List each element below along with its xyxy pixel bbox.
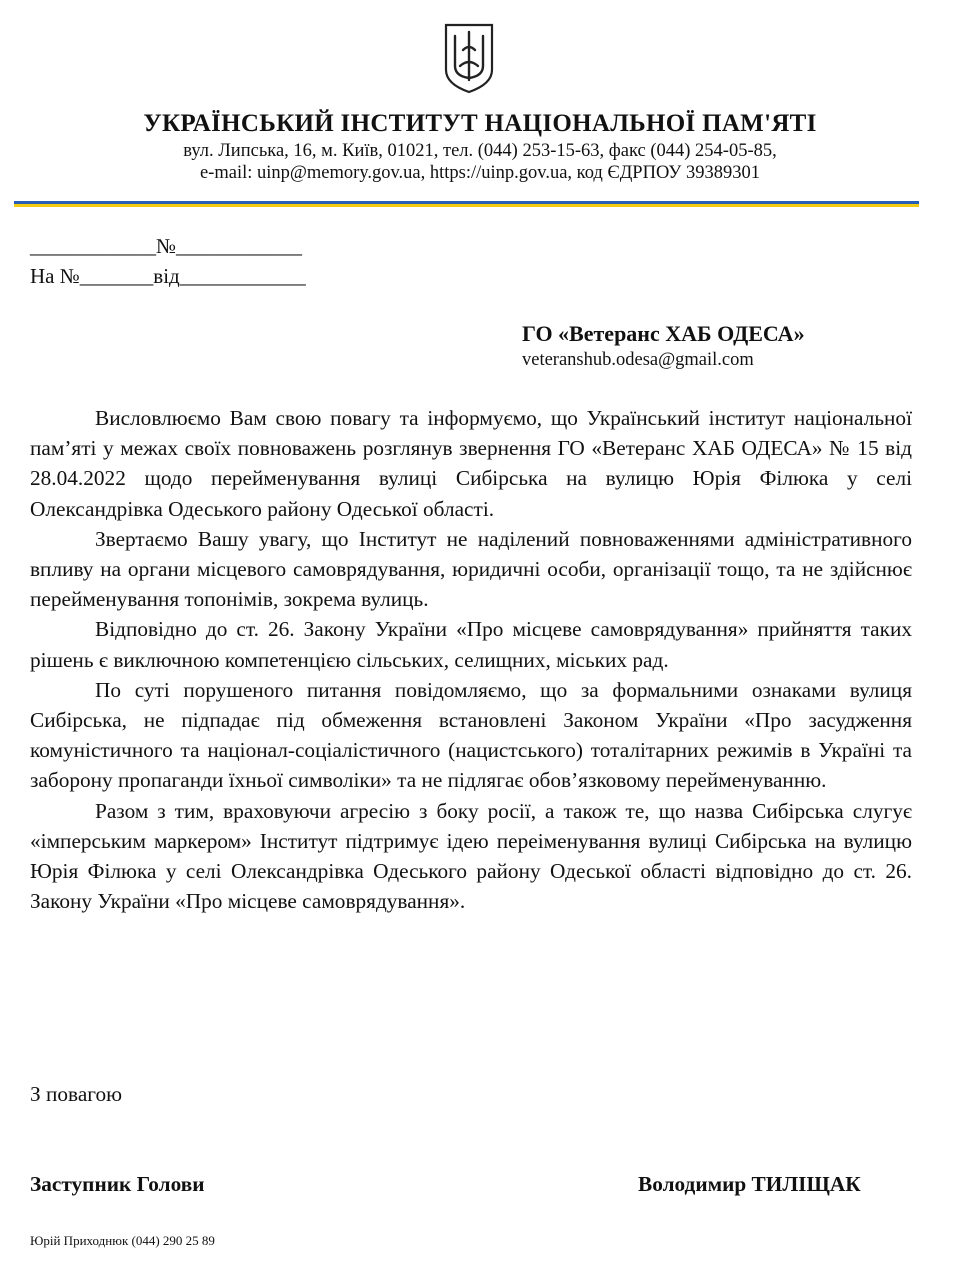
signatory-title: Заступник Голови: [30, 1172, 205, 1196]
recipient-name: ГО «Ветеранс ХАБ ОДЕСА»: [522, 321, 805, 346]
letter-body: [30, 403, 912, 916]
address-line-2: e-mail: uinp@memory.gov.ua, https://uinp.gov.ua, код ЄДРПОУ 39389301: [199, 163, 761, 183]
letterhead-stripe-yellow: [14, 204, 919, 207]
body-paragraph: Разом з тим, враховуючи агресію з боку росії, а також те, що назва Сибірська слугує «імперським маркером» Інститут підтримує ідею переіменування вулиці Сибірська на вулицю Юрія Філюка у селі Олександрівка Одеського району Одеської області відповідно до ст. 26. Закону України «Про місцеве самоврядування».: [30, 798, 912, 914]
outgoing-number-line: ____________№____________: [30, 234, 303, 258]
recipient-email: veteranshub.odesa@gmail.com: [522, 350, 754, 370]
address-line-1: вул. Липська, 16, м. Київ, 01021, тел. (044) 253-15-63, факс (044) 254-05-85,: [183, 141, 777, 161]
body-paragraph: Висловлюємо Вам свою повагу та інформуємо, що Український інститут національної пам’яті у межах своїх повноважень розглянув звернення ГО «Ветеранс ХАБ ОДЕСА» № 15 від 28.04.2022 щодо перейменування вулиці Сибірська на вулицю Юрія Філюка у селі Олександрівка Одеського району Одеської області.: [30, 406, 912, 521]
executor-contact: Юрій Приходнюк (044) 290 25 89: [30, 1233, 215, 1248]
body-paragraph: Звертаємо Вашу увагу, що Інститут не наділений повноваженнями адміністративного впливу на органи місцевого самоврядування, юридичні особи, організації тощо, та не здійснює перейменування топонімів, зокрема вулиць.: [30, 526, 912, 612]
institute-name: УКРАЇНСЬКИЙ ІНСТИТУТ НАЦІОНАЛЬНОЇ ПАМ'ЯТІ: [143, 110, 817, 137]
body-paragraph: Відповідно до ст. 26. Закону України «Про місцеве самоврядування» прийняття таких рішень є виключною компетенцією сільських, селищних, міських рад.: [30, 617, 912, 672]
tryzub-coat-of-arms-icon: [443, 22, 495, 94]
body-paragraph: По суті порушеного питання повідомляємо, що за формальними ознаками вулиця Сибірська, не підпадає під обмеження встановлені Законом України «Про засудження комуністичного та націонал-соціалістичного (нацистського) тоталітарних режимів в Україні та заборону пропаганди їхньої символіки» та не підлягає обов’язковому перейменуванню.: [30, 677, 912, 793]
incoming-reference-line: На №_______від____________: [30, 264, 306, 288]
signatory-name: Володимир ТИЛІЩАК: [638, 1172, 861, 1196]
closing-regards: З повагою: [30, 1082, 123, 1106]
institute-address: [0, 140, 960, 184]
